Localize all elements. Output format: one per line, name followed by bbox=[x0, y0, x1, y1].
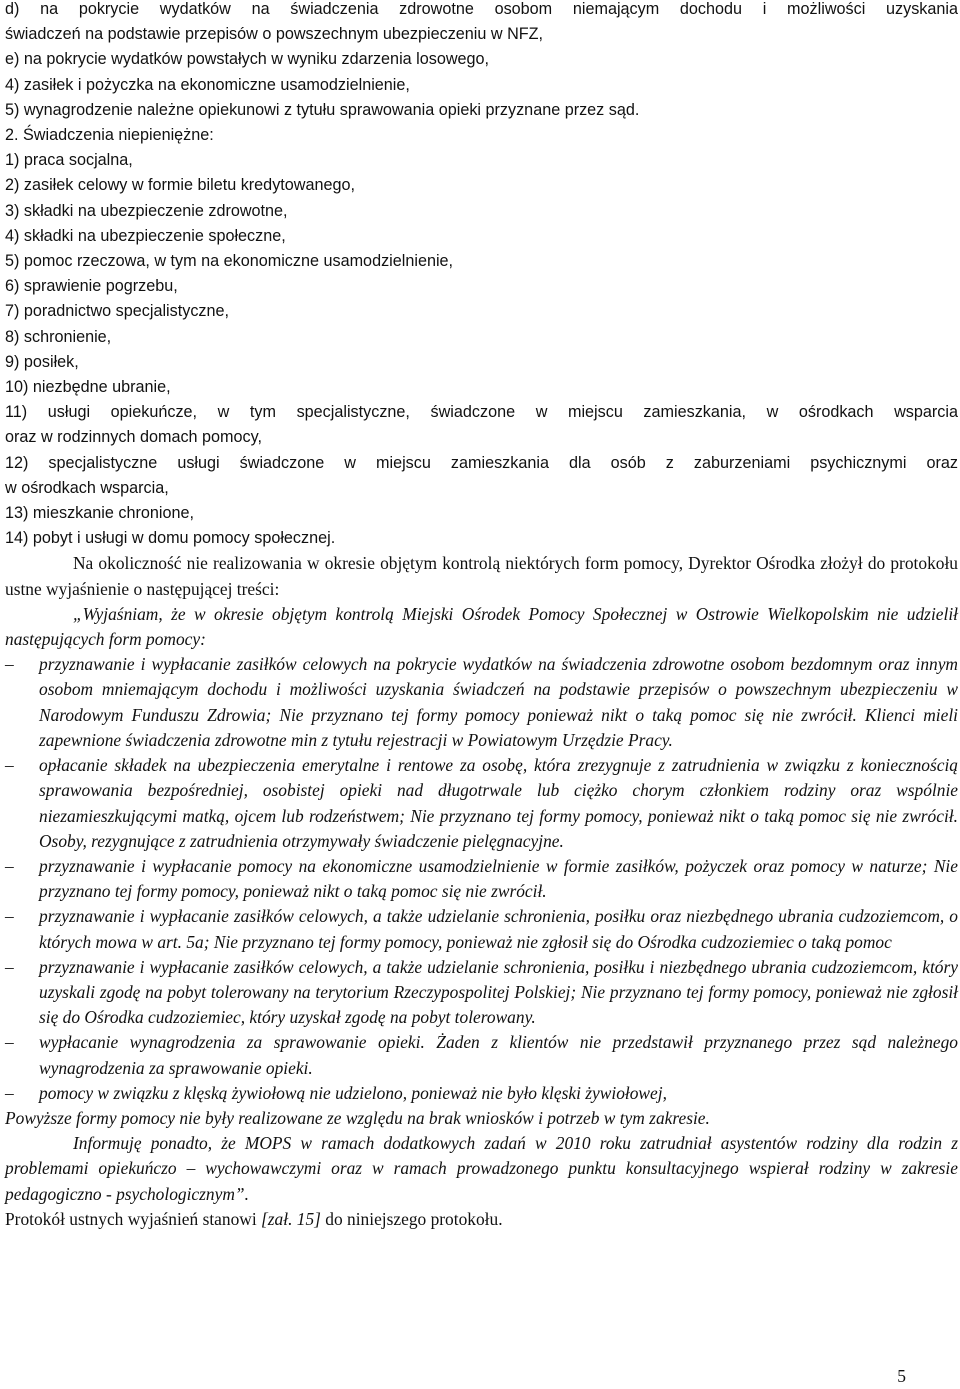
list-item: 11) usługi opiekuńcze, w tym specjalistyczne, świadczone w miejscu zamieszkania, w ośrodkach wsparcia bbox=[5, 403, 958, 422]
list-item: 4) składki na ubezpieczenie społeczne, bbox=[5, 226, 286, 245]
dash-icon: – bbox=[5, 755, 14, 776]
list-item: 1) praca socjalna, bbox=[5, 151, 133, 170]
list-item: 3) składki na ubezpieczenie zdrowotne, bbox=[5, 201, 288, 220]
bullet-item bbox=[5, 652, 958, 753]
dash-icon: – bbox=[5, 1032, 14, 1053]
dash-icon: – bbox=[5, 855, 14, 876]
bullet-item bbox=[5, 904, 958, 954]
bullet-text: przyznawanie i wypłacanie zasiłków celowych, a także udzielanie schronienia, posiłku oraz niezbędnego ubrania cudzoziemcom, o których mowa w art. 5a; Nie przyznano tej formy pomocy, ponieważ nie zgłosił się do Ośrodka cudzoziemiec o taką pomoc bbox=[39, 906, 958, 952]
list-item: 8) schronienie, bbox=[5, 327, 112, 346]
list-item: 14) pobyt i usługi w domu pomocy społecznej. bbox=[5, 529, 336, 548]
bullet-text: opłacanie składek na ubezpieczenia emerytalne i rentowe za osobę, która zrezygnuje z zatrudnienia w związku z koniecznością sprawowania bezpośredniej, osobistej opieki nad długotrwale lub ciężko chorym członkiem rodziny oraz wspólnie niezamieszkującymi matką, ojcem lub rodzeństwem; Nie przyznano tej formy pomocy, ponieważ nikt o taką pomoc się nie zwrócił. Osoby, rezygnujące z zatrudnienia otrzymywały świadczenie pielęgnacyjne. bbox=[39, 755, 958, 851]
dash-icon: – bbox=[5, 906, 14, 927]
dash-icon: – bbox=[5, 956, 14, 977]
dash-icon: – bbox=[5, 1082, 14, 1103]
list-item: 7) poradnictwo specjalistyczne, bbox=[5, 302, 230, 321]
bullet-text: przyznawanie i wypłacanie zasiłków celowych, a także udzielanie schronienia, posiłku i niezbędnego ubrania cudzoziemcom, który uzyskali zgodę na pobyt tolerowany na terytorium Rzeczypospolitej Polskiej; Nie przyznano tej formy pomocy, ponieważ nie zgłosił się do Ośrodka cudzoziemiec, który uzyskał zgodę na pobyt tolerowany. bbox=[39, 956, 958, 1028]
list-item: 12) specjalistyczne usługi świadczone w miejscu zamieszkania dla osób z zaburzeniami psychicznymi oraz bbox=[5, 453, 958, 472]
explanation-paragraph: Na okoliczność nie realizowania w okresie objętym kontrolą niektórych form pomocy, Dyrektor Ośrodka złożył do protokołu ustne wyjaśnienie o następującej treści: bbox=[5, 553, 958, 599]
intro-line: 5) wynagrodzenie należne opiekunowi z tytułu sprawowania opieki przyznane przez sąd. bbox=[5, 100, 640, 119]
list-item: 2) zasiłek celowy w formie biletu kredytowanego, bbox=[5, 176, 355, 195]
page-number: 5 bbox=[897, 1366, 906, 1386]
bullet-text: wypłacanie wynagrodzenia za sprawowanie opieki. Żaden z klientów nie przedstawił przyznanego przez sąd należnego wynagrodzenia za sprawowanie opieki. bbox=[39, 1032, 958, 1078]
list-item: 13) mieszkanie chronione, bbox=[5, 504, 194, 523]
intro-line: e) na pokrycie wydatków powstałych w wyniku zdarzenia losowego, bbox=[5, 50, 490, 69]
bullet-item bbox=[5, 1081, 958, 1106]
list-item: 5) pomoc rzeczowa, w tym na ekonomiczne usamodzielnienie, bbox=[5, 252, 454, 271]
attachment-reference: [zał. 15] bbox=[261, 1208, 321, 1229]
bullet-item bbox=[5, 955, 958, 1031]
intro-line: 4) zasiłek i pożyczka na ekonomiczne usamodzielnienie, bbox=[5, 75, 410, 94]
list-item: 9) posiłek, bbox=[5, 352, 79, 371]
bullet-text: przyznawanie i wypłacanie zasiłków celowych na pokrycie wydatków na świadczenia zdrowotne osobom bezdomnym oraz innym osobom mniemającym dochodu i możliwości uzyskania świadczeń na podstawie przepisów o powszechnym ubezpieczeniu w Narodowym Funduszu Zdrowia; Nie przyznano tej formy pomocy ponieważ nikt o taką pomoc się nie zwrócił. Klienci mieli zapewnione świadczenia zdrowotne min z tytułu rejestracji w Powiatowym Urzędzie Pracy. bbox=[39, 654, 958, 750]
intro-line: świadczeń na podstawie przepisów o powszechnym ubezpieczeniu w NFZ, bbox=[5, 25, 544, 44]
list-item: 10) niezbędne ubranie, bbox=[5, 378, 171, 397]
bullet-item bbox=[5, 1030, 958, 1080]
quote-intro: „Wyjaśniam, że w okresie objętym kontrolą Miejski Ośrodek Pomocy Społecznej w Ostrowie Wielkopolskim nie udzielił następujących form pomocy: bbox=[5, 603, 958, 650]
bullet-text: pomocy w związku z klęską żywiołową nie udzielono, ponieważ nie było klęski żywiołowej, bbox=[39, 1082, 667, 1103]
closing-prefix: Protokół ustnych wyjaśnień stanowi bbox=[5, 1208, 262, 1229]
bullet-item bbox=[5, 753, 958, 854]
dash-icon: – bbox=[5, 654, 14, 675]
page-content bbox=[5, 0, 958, 1232]
closing-line bbox=[5, 1207, 958, 1232]
summary-line: Powyższe formy pomocy nie były realizowane ze względu na brak wniosków i potrzeb w tym zakresie. bbox=[5, 1107, 710, 1128]
list-item-continuation: oraz w rodzinnych domach pomocy, bbox=[5, 428, 263, 447]
closing-suffix: do niniejszego protokołu. bbox=[320, 1208, 503, 1229]
list-item: 6) sprawienie pogrzebu, bbox=[5, 277, 178, 296]
additional-paragraph: Informuję ponadto, że MOPS w ramach dodatkowych zadań w 2010 roku zatrudniał asystentów rodziny dla rodzin z problemami opiekuńczo – wychowawczymi oraz w ramach prowadzonego punktu konsultacyjnego wspierał rodziny w zakresie pedagogiczno - psychologicznym”. bbox=[5, 1133, 958, 1204]
list-item-continuation: w ośrodkach wsparcia, bbox=[5, 478, 169, 497]
bullet-item bbox=[5, 854, 958, 904]
intro-line: d) na pokrycie wydatków na świadczenia zdrowotne osobom niemającym dochodu i możliwości uzyskania bbox=[5, 0, 958, 18]
bullet-text: przyznawanie i wypłacanie pomocy na ekonomiczne usamodzielnienie w formie zasiłków, pożyczek oraz pomocy w naturze; Nie przyznano tej formy pomocy, ponieważ nikt o taką pomoc się nie zwrócił. bbox=[39, 855, 958, 902]
non-cash-heading: 2. Świadczenia niepieniężne: bbox=[5, 126, 214, 145]
